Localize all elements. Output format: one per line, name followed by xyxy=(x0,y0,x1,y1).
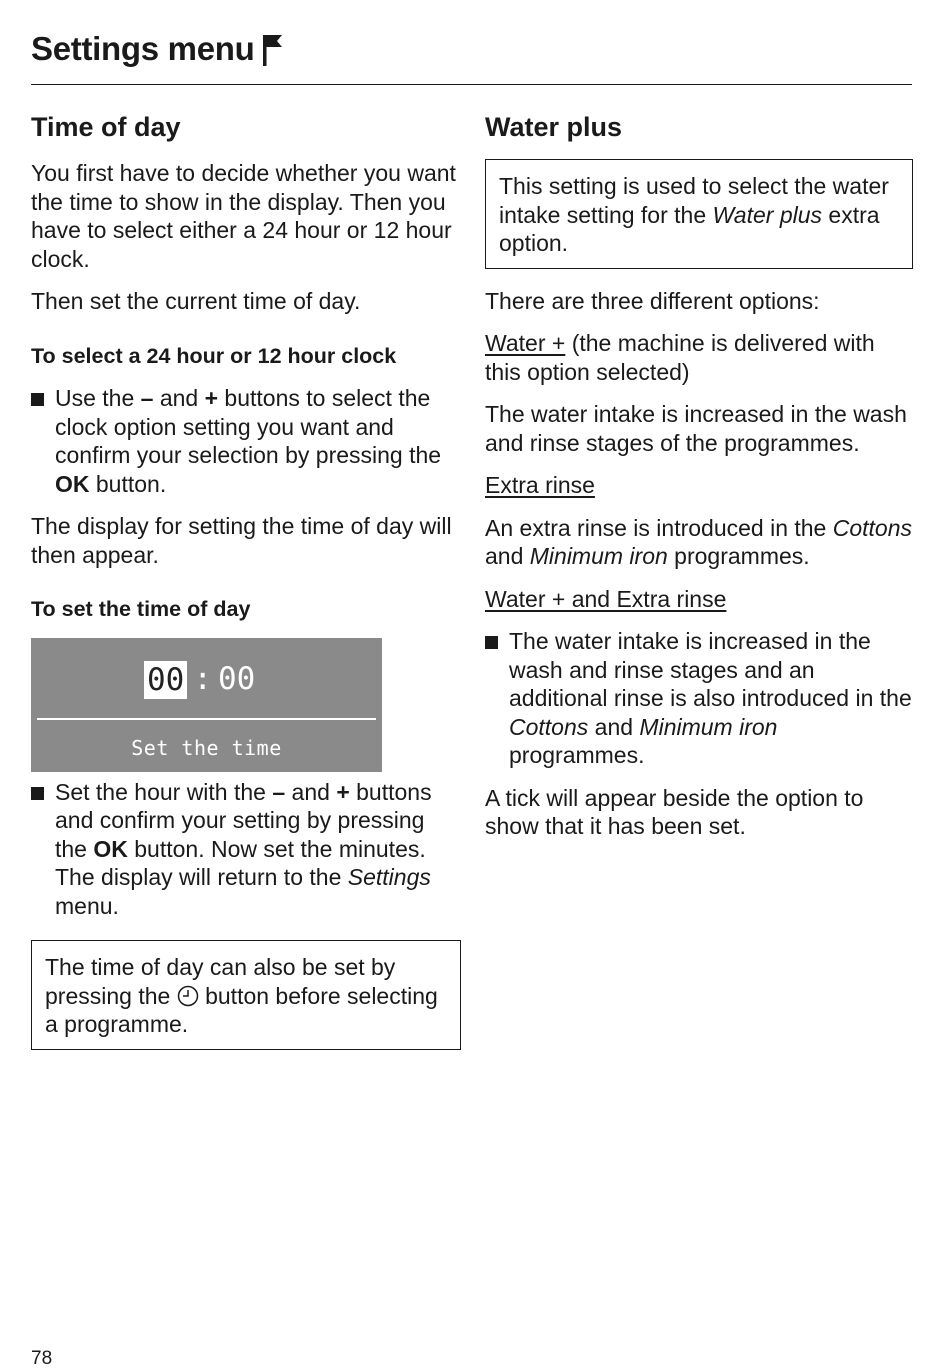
display-divider xyxy=(37,718,376,720)
options-intro: There are three different options: xyxy=(485,287,820,314)
instruction-text: buttons to select the clock option setting you want and confirm your selection by pressing the xyxy=(55,385,442,468)
option-note: (the machine is delivered with this option selected) xyxy=(485,330,875,385)
instruction-text: and xyxy=(153,385,205,411)
plus-button-ref: + xyxy=(336,778,350,805)
option-label: Water + and Extra rinse xyxy=(485,585,727,612)
ok-button-ref: OK xyxy=(93,835,128,862)
tick-note: A tick will appear beside the option to show that it has been set. xyxy=(485,784,864,839)
note-text: button before selecting a programme. xyxy=(45,982,438,1037)
option-extra-rinse xyxy=(485,471,913,500)
instruction-text: button. Now set the minutes. The display will return to the xyxy=(55,835,426,890)
settings-menu-ref: Settings xyxy=(347,864,431,890)
display-time-readout xyxy=(144,661,255,699)
instruction-text: Use the xyxy=(55,385,141,411)
set-current-time-text: Then set the current time of day. xyxy=(31,288,361,314)
option-combined xyxy=(485,585,913,614)
right-column xyxy=(485,110,913,855)
bullet-marker xyxy=(31,393,44,406)
plus-button-ref: + xyxy=(204,385,219,411)
flag-icon xyxy=(262,33,284,67)
minus-button-ref: – xyxy=(272,778,286,805)
instruction-text: and xyxy=(285,778,337,805)
display-label: Set the time xyxy=(131,735,282,760)
bullet-marker xyxy=(485,636,498,649)
page-number: 78 xyxy=(31,1348,53,1369)
bullet-marker xyxy=(31,787,44,800)
time-of-day-intro: You first have to decide whether you want the time to show in the display. Then you have to select either a 24 hour or 12 hour clock. xyxy=(31,160,456,272)
desc-text: and xyxy=(588,713,640,740)
info-text: This setting is used to select the water intake setting for the xyxy=(499,173,889,228)
option-water-plus-desc: The water intake is increased in the wash and rinse stages of the programmes. xyxy=(485,401,907,456)
display-appears-text: The display for setting the time of day will then appear. xyxy=(31,513,452,568)
set-hour-instruction xyxy=(31,778,461,921)
clock-format-instruction xyxy=(31,384,461,498)
option-extra-rinse-desc xyxy=(485,514,913,571)
cottons-ref: Cottons xyxy=(509,713,589,740)
desc-text: The water intake is increased in the wash and rinse stages and an additional rinse is also introduced in the xyxy=(509,628,912,711)
info-text: extra option. xyxy=(499,201,880,256)
left-column xyxy=(31,110,461,1050)
instruction-text: buttons and confirm your setting by pressing the xyxy=(55,778,432,862)
water-plus-ref: Water plus xyxy=(712,201,823,228)
option-water-plus xyxy=(485,329,913,386)
desc-text: and xyxy=(485,543,530,569)
time-display-illustration xyxy=(31,638,382,772)
set-time-subheading: To set the time of day xyxy=(31,597,251,621)
ok-button-ref: OK xyxy=(55,470,90,497)
minimum-iron-ref: Minimum iron xyxy=(639,713,778,740)
cottons-ref: Cottons xyxy=(832,514,913,541)
desc-text: programmes. xyxy=(509,742,645,768)
instruction-text: button. xyxy=(89,470,167,497)
desc-text: An extra rinse is introduced in the xyxy=(485,514,833,541)
option-label: Water + xyxy=(485,330,566,356)
desc-text: programmes. xyxy=(667,543,810,569)
page-title-text: Settings menu xyxy=(31,30,255,67)
clock-format-subheading: To select a 24 hour or 12 hour clock xyxy=(31,343,397,368)
minus-button-ref: – xyxy=(140,385,154,411)
water-plus-info-box xyxy=(485,159,913,269)
option-label: Extra rinse xyxy=(485,472,595,498)
note-text: The time of day can also be set by pressing the xyxy=(45,954,396,1009)
display-minutes: 00 xyxy=(218,661,256,698)
minimum-iron-ref: Minimum iron xyxy=(529,543,668,569)
display-hour: 00 xyxy=(144,661,187,699)
display-separator: : xyxy=(193,661,212,698)
instruction-text: menu. xyxy=(55,892,119,919)
page-header xyxy=(31,30,912,85)
option-combined-desc xyxy=(485,627,913,770)
clock-icon xyxy=(177,985,199,1007)
clock-button-note xyxy=(31,940,461,1050)
water-plus-heading: Water plus xyxy=(485,112,623,142)
time-of-day-heading: Time of day xyxy=(31,112,181,142)
page-title xyxy=(31,30,912,68)
instruction-text: Set the hour with the xyxy=(55,778,273,805)
